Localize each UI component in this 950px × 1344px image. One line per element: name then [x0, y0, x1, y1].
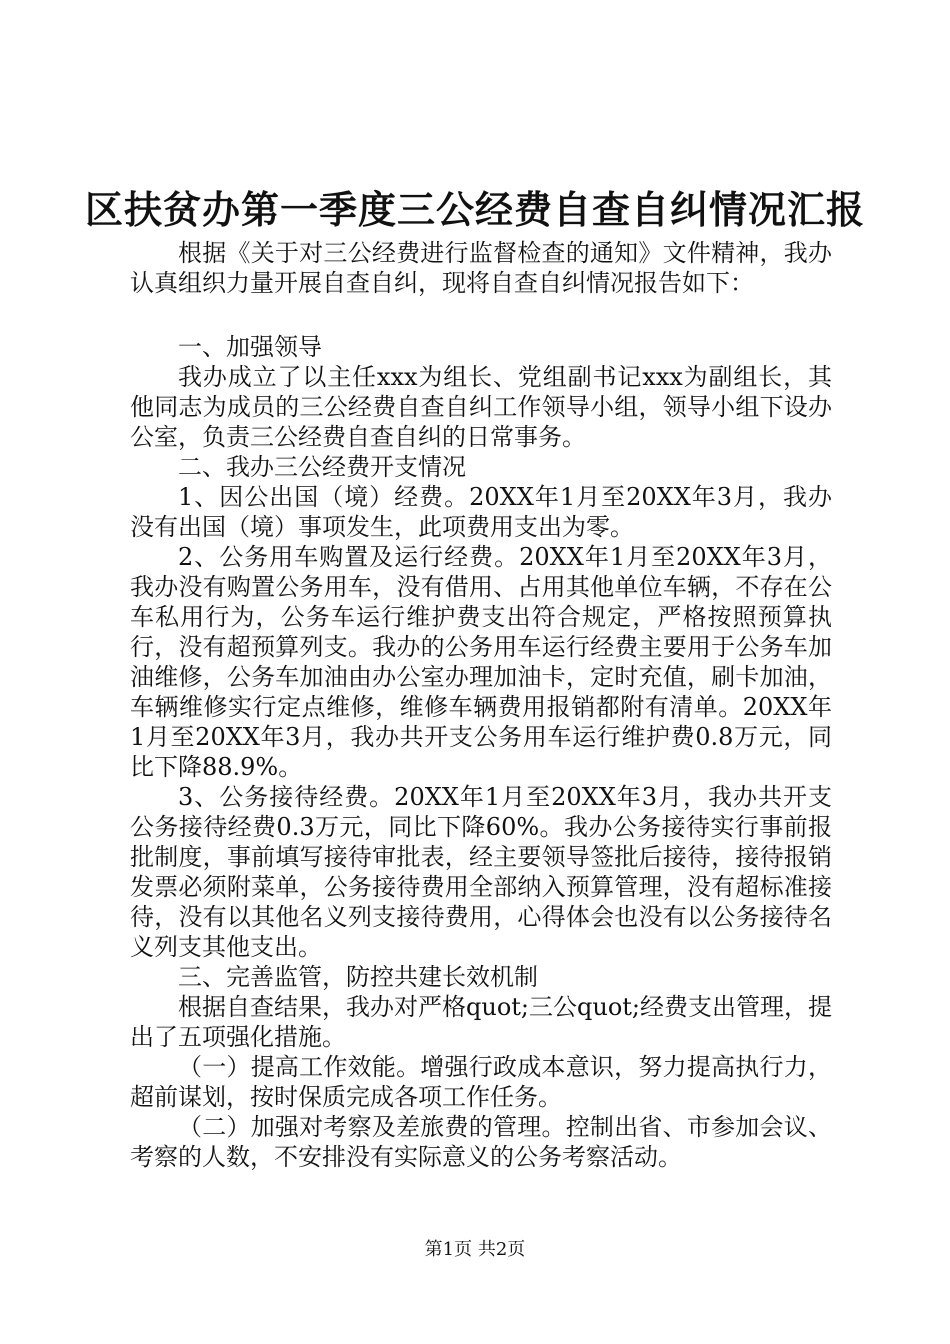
document-body	[130, 238, 832, 1172]
body-paragraph: 3、公务接待经费。20XX年1月至20XX年3月，我办共开支公务接待经费0.3万元，同比下降60%。我办公务接待实行事前报批制度，事前填写接待审批表，经主要领导签批后接待，接待报销发票必须附菜单，公务接待费用全部纳入预算管理，没有超标准接待，没有以其他名义列支接待费用，心得体会也没有以公务接待名义列支其他支出。	[130, 783, 832, 961]
body-paragraph: 2、公务用车购置及运行经费。20XX年1月至20XX年3月，我办没有购置公务用车，没有借用、占用其他单位车辆，不存在公车私用行为，公务车运行维护费支出符合规定，严格按照预算执行，没有超预算列支。我办的公务用车运行经费主要用于公务车加油维修，公务车加油由办公室办理加油卡，定时充值，刷卡加油，车辆维修实行定点维修，维修车辆费用报销都附有清单。20XX年1月至20XX年3月，我办共开支公务用车运行维护费0.8万元，同比下降88.9%。	[130, 543, 832, 781]
intro-paragraph: 根据《关于对三公经费进行监督检查的通知》文件精神，我办认真组织力量开展自查自纠，现将自查自纠情况报告如下：	[130, 239, 832, 297]
section-heading-2: 二、我办三公经费开支情况	[178, 453, 466, 481]
body-paragraph: 根据自查结果，我办对严格quot;三公quot;经费支出管理，提出了五项强化措施。	[130, 993, 832, 1051]
page-footer: 第1页 共2页	[424, 1239, 526, 1260]
body-paragraph: 我办成立了以主任xxx为组长、党组副书记xxx为副组长，其他同志为成员的三公经费自查自纠工作领导小组，领导小组下设办公室，负责三公经费自查自纠的日常事务。	[130, 363, 832, 451]
section-heading-3: 三、完善监管，防控共建长效机制	[178, 963, 538, 991]
body-paragraph: 1、因公出国（境）经费。20XX年1月至20XX年3月，我办没有出国（境）事项发生，此项费用支出为零。	[130, 483, 832, 541]
document-title: 区扶贫办第一季度三公经费自查自纠情况汇报	[84, 187, 865, 232]
body-paragraph: （二）加强对考察及差旅费的管理。控制出省、市参加会议、考察的人数，不安排没有实际意义的公务考察活动。	[130, 1113, 832, 1171]
body-paragraph: （一）提高工作效能。增强行政成本意识，努力提高执行力，超前谋划，按时保质完成各项工作任务。	[130, 1053, 832, 1111]
section-heading-1: 一、加强领导	[178, 333, 322, 361]
